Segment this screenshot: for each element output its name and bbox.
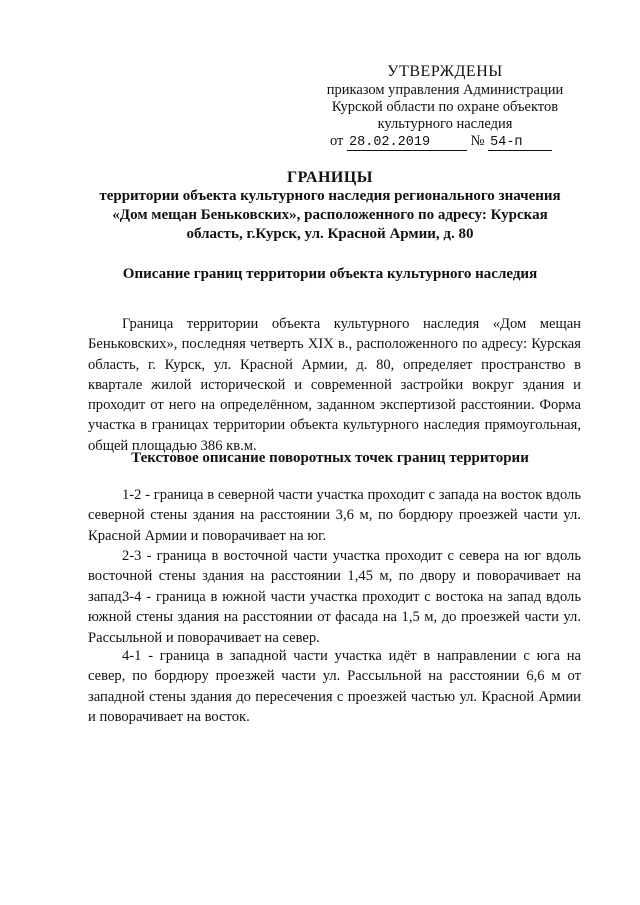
boundary-description: Граница территории объекта культурного наследия «Дом мещан Беньковских», последняя четверть XIX в., расположенного по адресу: Курская область, г. Курск, ул. Красной Армии, д. 80, определяет пространство в квартале жилой исторической и современной застройки вокруг здания и проходит от него на определённом, заданном экспертизой расстоянии. Форма участка в границах территории объекта культурного наследия прямоугольная, общей площадью 386 кв.м.: [88, 316, 581, 454]
turning-point-4-1: 4-1 - граница в западной части участка идёт в направлении с юга на север, по бордюру проезжей части ул. Рассыльной на расстоянии 6,6 м от западной стены здания до пересечения с проезжей частью ул. Красной Армии и поворачивает на восток.: [88, 648, 581, 725]
date-prefix: от: [330, 133, 344, 149]
approval-block: [300, 62, 590, 133]
turning-point-2-3: 2-3 - граница в восточной части участка проходит с севера на юг вдоль восточной стены здания на расстоянии 1,45 м, по двору и поворачивает на запад.: [88, 548, 581, 605]
order-date-number: [330, 133, 552, 151]
section-heading-turning-points: Текстовое описание поворотных точек границ территории: [131, 450, 529, 466]
title-line-1: территории объекта культурного наследия регионального значения: [99, 188, 561, 204]
order-number: 54-п: [488, 135, 552, 151]
title-line-3: область, г.Курск, ул. Красной Армии, д. 80: [186, 226, 474, 242]
approval-title: УТВЕРЖДЕНЫ: [387, 63, 503, 80]
approval-line-1: приказом управления Администрации: [326, 82, 564, 98]
title-line-2: «Дом мещан Беньковских», расположенного по адресу: Курская: [112, 207, 548, 223]
title-main: ГРАНИЦЫ: [286, 169, 373, 186]
turning-point-3-4: 3-4 - граница в южной части участка проходит с востока на запад вдоль южной стены здания на расстоянии от фасада на 1,5 м, до проезжей части ул. Рассыльной и поворачивает на север.: [88, 589, 581, 646]
number-prefix: №: [470, 133, 485, 149]
approval-line-3: культурного наследия: [377, 116, 513, 132]
approval-line-2: Курской области по охране объектов: [331, 99, 559, 115]
document-title: [60, 168, 600, 244]
section-heading-boundaries: Описание границ территории объекта культурного наследия: [122, 266, 538, 282]
turning-point-1-2: 1-2 - граница в северной части участка проходит с запада на восток вдоль северной стены здания на расстоянии 3,6 м, по бордюру проезжей части ул. Красной Армии и поворачивает на юг.: [88, 487, 581, 544]
order-date: 28.02.2019: [347, 135, 467, 151]
